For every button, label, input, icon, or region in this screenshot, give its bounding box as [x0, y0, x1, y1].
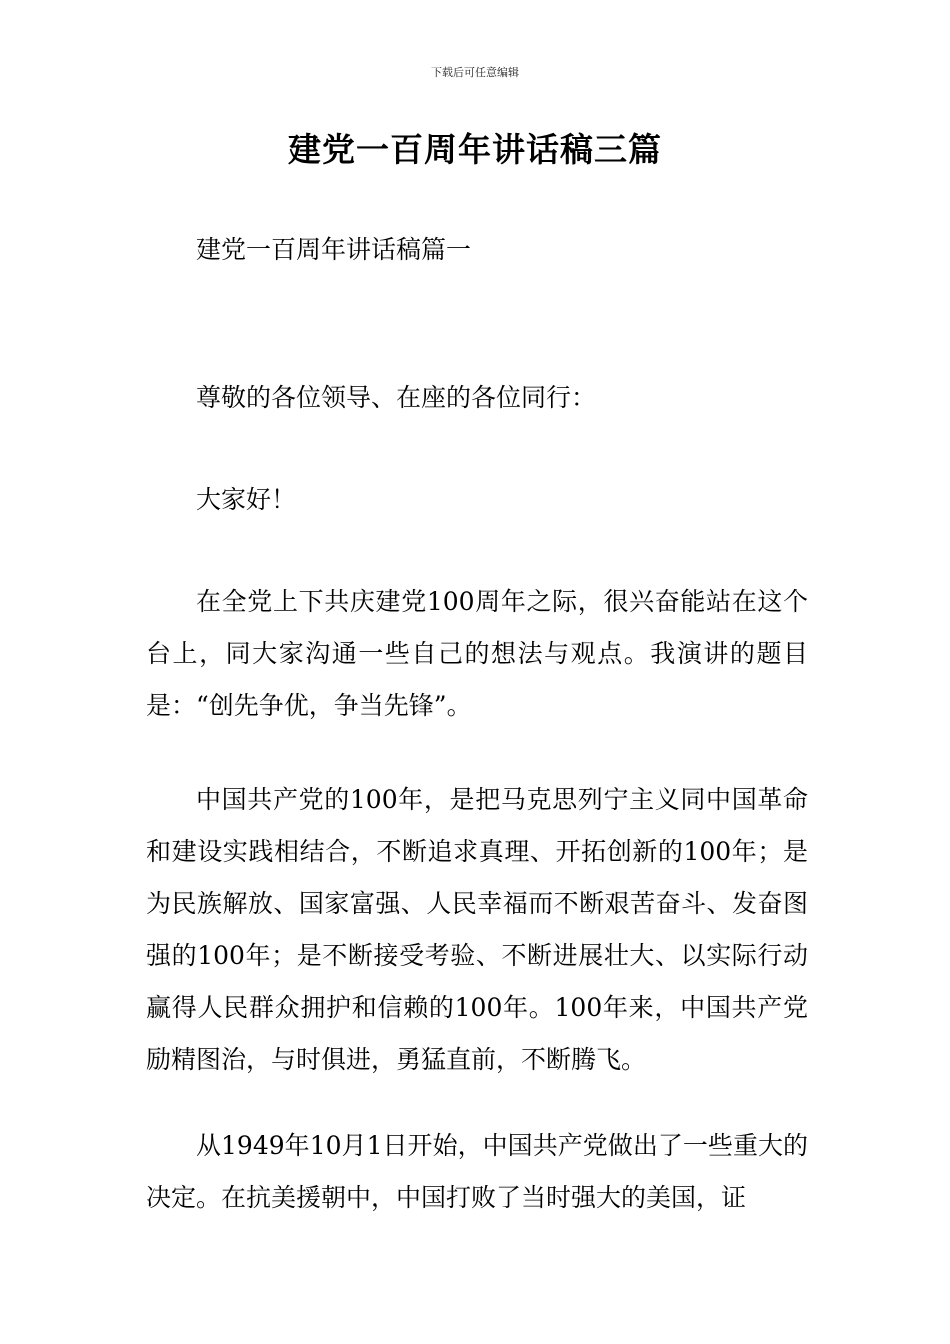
document-title: 建党一百周年讲话稿三篇	[288, 130, 662, 169]
section-subtitle: 建党一百周年讲话稿篇一	[196, 235, 472, 264]
header-note: 下载后可任意编辑	[431, 66, 519, 79]
intro-paragraph: 在全党上下共庆建党100周年之际，很兴奋能站在这个台上，同大家沟通一些自己的想法与观点。我演讲的题目是：“创先争优，争当先锋”。	[146, 587, 808, 720]
since-1949-paragraph: 从1949年10月1日开始，中国共产党做出了一些重大的决定。在抗美援朝中，中国打败了当时强大的美国，证	[146, 1131, 808, 1212]
greeting-paragraph: 尊敬的各位领导、在座的各位同行：	[196, 383, 597, 412]
history-paragraph: 中国共产党的100年，是把马克思列宁主义同中国革命和建设实践相结合，不断追求真理、开拓创新的100年；是为民族解放、国家富强、人民幸福而不断艰苦奋斗、发奋图强的100年；是不断接受考验、不断进展壮大、以实际行动赢得人民群众拥护和信赖的100年。100年来，中国共产党励精图治，与时俱进，勇猛直前，不断腾飞。	[146, 785, 808, 1074]
hello-paragraph: 大家好！	[196, 485, 297, 514]
